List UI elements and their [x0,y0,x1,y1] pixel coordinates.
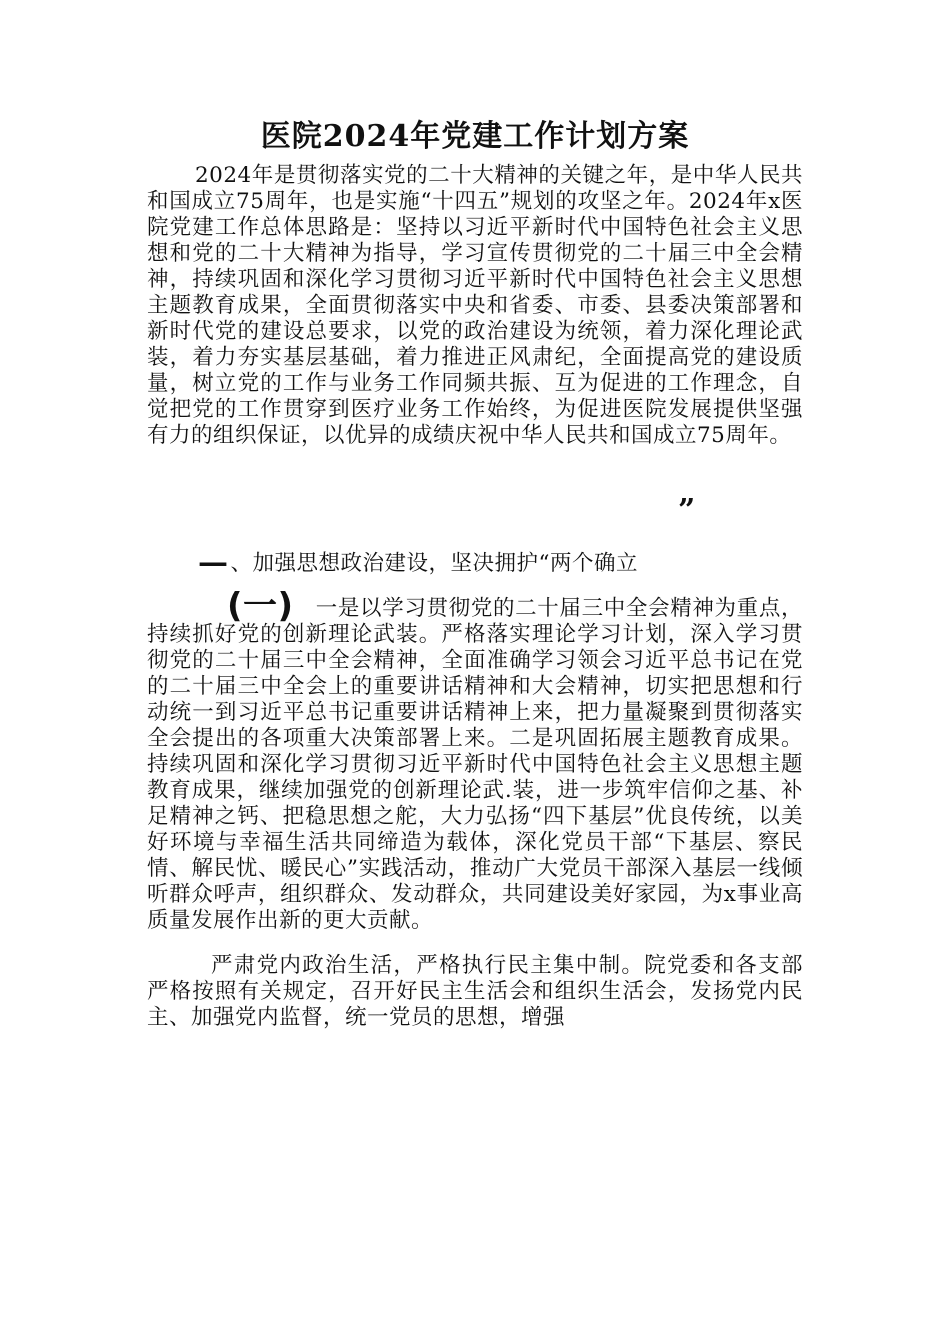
subsection-paragraph [147,586,803,934]
subsection-text: 一是以学习贯彻党的二十届三中全会精神为重点，持续抓好党的创新理论武装。严格落实理论学习计划，深入学习贯彻党的二十届三中全会精神，全面准确学习领会习近平总书记在党的二十届三中全会上的重要讲话精神和大会精神，切实把思想和行动统一到习近平总书记重要讲话精神上来，把力量凝聚到贯彻落实全会提出的各项重大决策部署上来。二是巩固拓展主题教育成果。持续巩固和深化学习贯彻习近平新时代中国特色社会主义思想主题教育成果，继续加强党的创新理论武.装，进一步筑牢信仰之基、补足精神之钙、把稳思想之舵，大力弘扬“四下基层”优良传统，以美好环境与幸福生活共同缔造为载体，深化党员干部“下基层、察民情、解民忧、暖民心”实践活动，推动广大党员干部深入基层一线倾听群众呼声，组织群众、发动群众，共同建设美好家园，为x事业高质量发展作出新的更大贡献。 [147,596,803,933]
section-heading [198,545,638,580]
section-number: — [198,545,229,580]
intro-paragraph: 2024年是贯彻落实党的二十大精神的关键之年，是中华人民共和国成立75周年，也是实施“十四五”规划的攻坚之年。2024年x医院党建工作总体思路是：坚持以习近平新时代中国特色社会主义思想和党的二十大精神为指导，学习宣传贯彻党的二十届三中全会精神，持续巩固和深化学习贯彻习近平新时代中国特色社会主义思想主题教育成果，全面贯彻落实中央和省委、市委、县委决策部署和新时代党的建设总要求，以党的政治建设为统领，着力深化理论武装，着力夯实基层基础，着力推进正风肃纪，全面提高党的建设质量，树立党的工作与业务工作同频共振、互为促进的工作理念，自觉把党的工作贯穿到医疗业务工作始终，为促进医院发展提供坚强有力的组织保证，以优异的成绩庆祝中华人民共和国成立75周年。 [147,163,803,448]
page-title: 医院2024年党建工作计划方案 [260,119,690,154]
stray-quote-mark: ” [678,493,696,528]
subsection-number: (一) [227,586,294,626]
body-paragraph: 严肃党内政治生活，严格执行民主集中制。院党委和各支部严格按照有关规定，召开好民主生活会和组织生活会，发扬党内民主、加强党内监督，统一党员的思想，增强 [147,953,803,1030]
section-heading-text: 、加强思想政治建设，坚决拥护“两个确立 [230,551,638,576]
